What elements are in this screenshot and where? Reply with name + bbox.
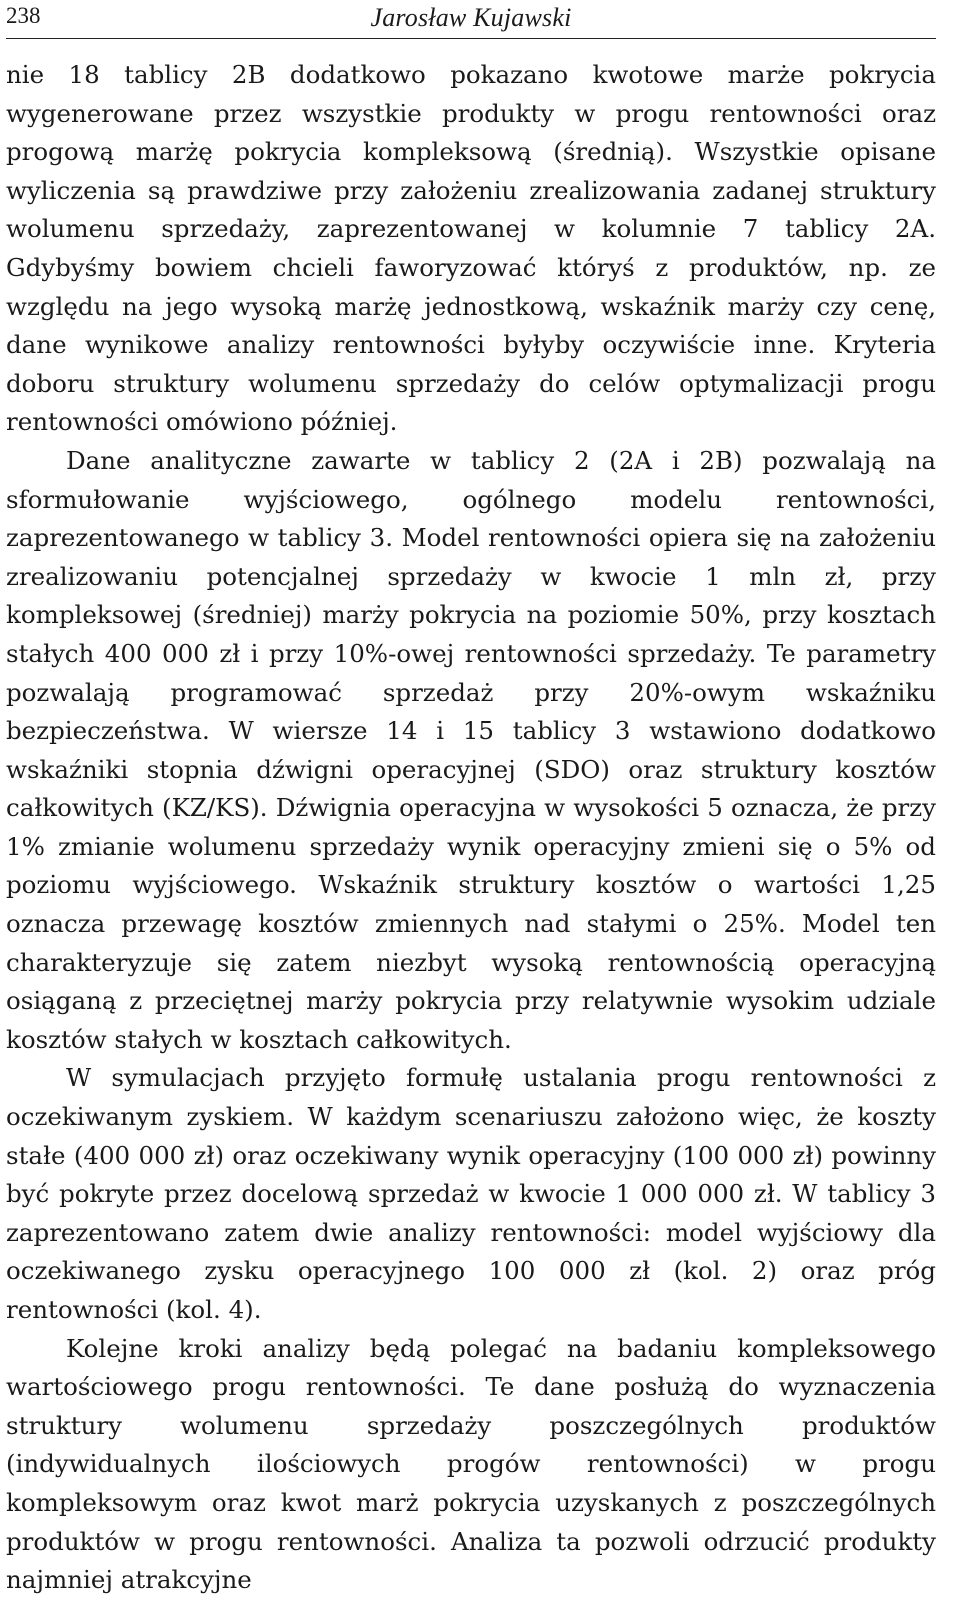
paragraph: W symulacjach przyjęto formułę ustalania progu rentowności z oczekiwanym zyskiem. W każdym scenariuszu założono więc, że koszty stałe (400 000 zł) oraz oczekiwany wynik operacyjny (100 000 zł) powinny być pokryte przez docelową sprzedaż w kwocie 1 000 000 zł. W tablicy 3 zaprezentowano zatem dwie analizy rentowności: model wyjściowy dla oczekiwanego zysku operacyjnego 100 000 zł (kol. 2) oraz próg rentowności (kol. 4). bbox=[6, 1063, 936, 1324]
page-number: 238 bbox=[6, 3, 41, 28]
paragraph: Dane analityczne zawarte w tablicy 2 (2A i 2B) pozwalają na sformułowanie wyjściowego, ogólnego modelu rentowności, zaprezentowanego w tablicy 3. Model rentowności opiera się na założeniu zrealizowaniu potencjalnej sprzedaży w kwocie 1 mln zł, przy kompleksowej (średniej) marży pokrycia na poziomie 50%, przy kosztach stałych 400 000 zł i przy 10%-owej rentowności sprzedaży. Te parametry pozwalają programować sprzedaż przy 20%-owym wskaźniku bezpieczeństwa. W wiersze 14 i 15 tablicy 3 wstawiono dodatkowo wskaźniki stopnia dźwigni operacyjnej (SDO) oraz struktury kosztów całkowitych (KZ/KS). Dźwignia operacyjna w wysokości 5 oznacza, że przy 1% zmianie wolumenu sprzedaży wynik operacyjny zmieni się o 5% od poziomu wyjściowego. Wskaźnik struktury kosztów o wartości 1,25 oznacza przewagę kosztów zmiennych nad stałymi o 25%. Model ten charakteryzuje się zatem niezbyt wysoką rentownością operacyjną osiąganą z przeciętnej marży pokrycia przy relatywnie wysokim udziale kosztów stałych w kosztach całkowitych. bbox=[6, 445, 936, 1054]
paragraph-continuation: nie 18 tablicy 2B dodatkowo pokazano kwotowe marże pokrycia wygenerowane przez wszystkie produkty w progu rentowności oraz progową marżę pokrycia kompleksową (średnią). Wszystkie opisane wyliczenia są prawdziwe przy założeniu zrealizowania zadanej struktury wolumenu sprzedaży, zaprezentowanej w kolumnie 7 tablicy 2A. Gdybyśmy bowiem chcieli faworyzować któryś z produktów, np. ze względu na jego wysoką marżę jednostkową, wskaźnik marży czy cenę, dane wynikowe analizy rentowności byłyby oczywiście inne. Kryteria doboru struktury wolumenu sprzedaży do celów optymalizacji progu rentowności omówiono później. bbox=[6, 60, 936, 437]
page-header bbox=[6, 0, 936, 39]
running-head-author: Jarosław Kujawski bbox=[370, 3, 572, 32]
paragraph: Kolejne kroki analizy będą polegać na badaniu kompleksowego wartościowego progu rentowności. Te dane posłużą do wyznaczenia struktury wolumenu sprzedaży poszczególnych produktów (indywidualnych ilościowych progów rentowności) w progu kompleksowym oraz kwot marż pokrycia uzyskanych z poszczególnych produktów w progu rentowności. Analiza ta pozwoli odrzucić produkty najmniej atrakcyjne bbox=[6, 1333, 936, 1595]
document-page bbox=[6, 0, 936, 1602]
body-text bbox=[6, 56, 936, 1600]
